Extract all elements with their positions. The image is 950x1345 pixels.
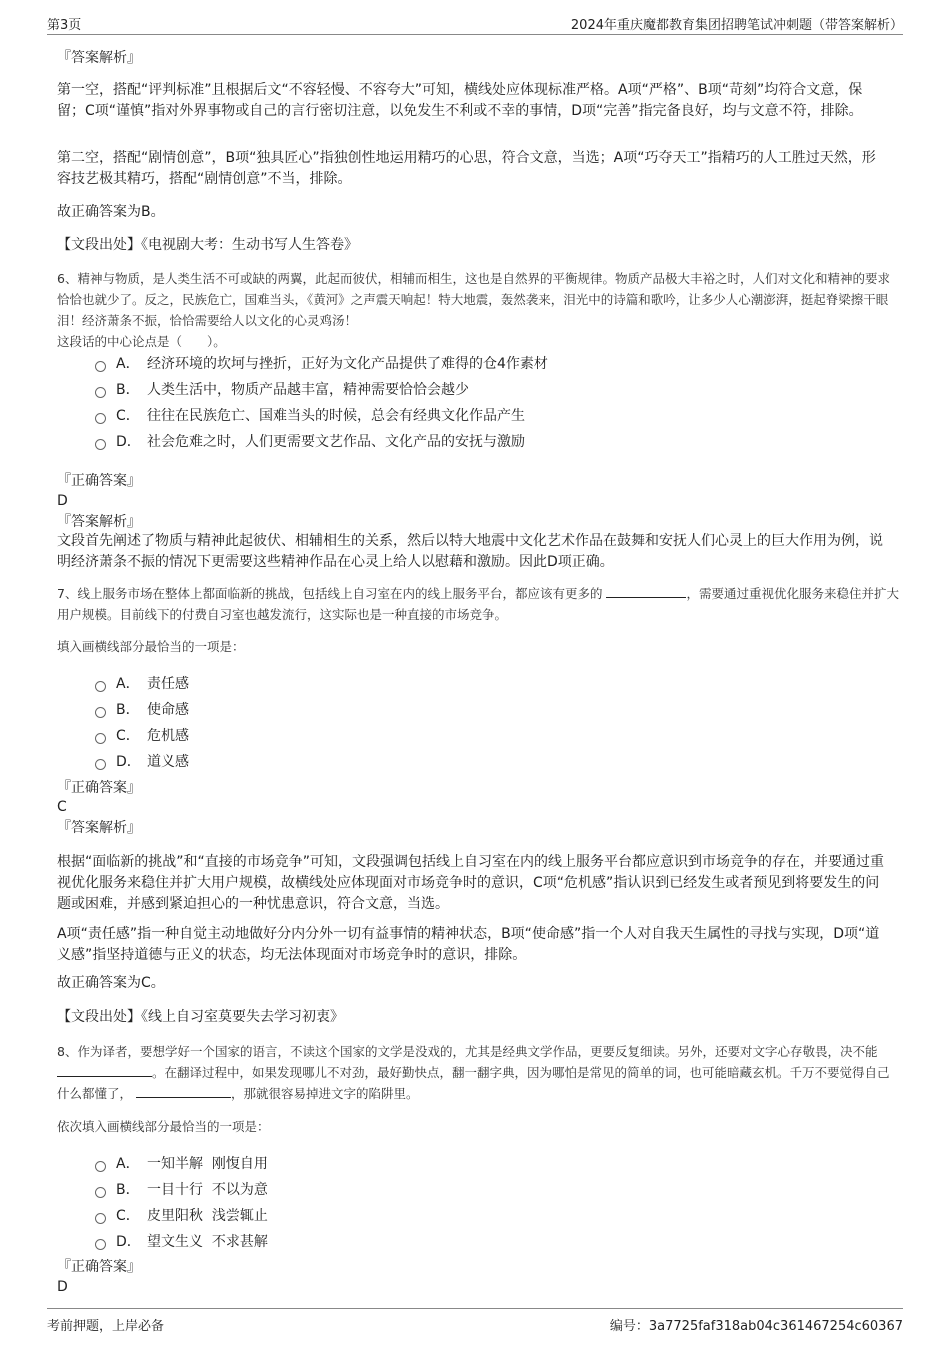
radio-icon[interactable] xyxy=(95,759,106,770)
q7-source: 【文段出处】《线上自习室莫要失去学习初衷》 xyxy=(57,1009,344,1025)
q6-option-d[interactable]: D． 社会危难之时，人们更需要文艺作品、文化产品的安抚与激励 xyxy=(95,428,795,454)
q6-question: 这段话的中心论点是（ ）。 xyxy=(57,334,226,349)
q7-option-c[interactable]: C． 危机感 xyxy=(95,722,795,748)
code-value: 3a7725faf318ab04c361467254c60367 xyxy=(648,1319,903,1334)
q5-analysis-p2: 第二空，搭配“剧情创意”，B项“独具匠心”指独创性地运用精巧的心思，符合文意，当选；A项“巧夺天工”指精巧的人工胜过天然，形容技艺极其精巧，搭配“剧情创意”不当，排除。 xyxy=(57,150,876,187)
document-title: 2024年重庆魔都教育集团招聘笔试冲刺题（带答案解析） xyxy=(570,18,903,33)
radio-icon[interactable] xyxy=(95,413,106,424)
q7-analysis-p2: A项“责任感”指一种自觉主动地做好分内分外一切有益事情的精神状态，B项“使命感”指一个人对自我天生属性的寻找与实现，D项“道义感”指坚持道德与正义的状态，均无法体现面对市场竞争时的意识，排除。 xyxy=(57,926,880,963)
q8-option-d[interactable]: D． 望文生义 不求甚解 xyxy=(95,1228,795,1254)
q8-answer-label: 『正确答案』 xyxy=(57,1259,141,1275)
document-code xyxy=(610,1315,903,1334)
q5-analysis-p1: 第一空，搭配“评判标准”且根据后文“不容轻慢、不容夸大”可知，横线处应体现标准严格。A项“严格”、B项“苛刻”均符合文意，保留；C项“谨慎”指对外界事物或自己的言行密切注意，以免发生不利或不幸的事情，D项“完善”指完备良好，均与文意不符，排除。 xyxy=(57,82,863,119)
radio-icon[interactable] xyxy=(95,681,106,692)
q6-analysis-label: 『答案解析』 xyxy=(57,514,141,530)
q7-question: 填入画横线部分最恰当的一项是： xyxy=(57,639,245,654)
q8-stem-part2: 。在翻译过程中，如果发现哪儿不对劲，最好勤快点，翻一翻字典，因为哪怕是常见的简单的词，也可能暗藏玄机。千万不要觉得自己什么都懂了， xyxy=(57,1065,890,1101)
q8-option-a[interactable]: A． 一知半解 刚愎自用 xyxy=(95,1150,795,1176)
q6-stem xyxy=(57,268,899,352)
q8-stem xyxy=(57,1041,899,1104)
q8-option-b[interactable]: B． 一目十行 不以为意 xyxy=(95,1176,795,1202)
radio-icon[interactable] xyxy=(95,361,106,372)
q7-option-b[interactable]: B． 使命感 xyxy=(95,696,795,722)
q6-option-b[interactable]: B． 人类生活中，物质产品越丰富，精神需要恰恰会越少 xyxy=(95,376,795,402)
q7-stem xyxy=(57,583,899,625)
q8-blank-1 xyxy=(57,1064,152,1077)
radio-icon[interactable] xyxy=(95,1239,106,1250)
q7-option-a[interactable]: A． 责任感 xyxy=(95,670,795,696)
q8-blank-2 xyxy=(136,1085,231,1098)
q7-answer-label: 『正确答案』 xyxy=(57,780,141,796)
q6-option-c[interactable]: C． 往往在民族危亡、国难当头的时候，总会有经典文化作品产生 xyxy=(95,402,795,428)
page-header xyxy=(47,12,903,35)
q5-conclusion: 故正确答案为B。 xyxy=(57,204,165,220)
footer-slogan: 考前押题，上岸必备 xyxy=(47,1319,165,1334)
page-footer xyxy=(47,1308,903,1335)
q6-stem-text: 6、精神与物质，是人类生活不可或缺的两翼，此起而彼伏，相辅而相生，这也是自然界的平衡规律。物质产品极大丰裕之时，人们对文化和精神的要求恰恰也就少了。反之，民族危亡，国难当头，《黄河》之声震天响起！特大地震，轰然袭来，泪光中的诗篇和歌吟，让多少人心潮澎湃，挺起脊梁擦干眼泪！经济萧条不振，恰恰需要给人以文化的心灵鸡汤！ xyxy=(57,271,890,328)
radio-icon[interactable] xyxy=(95,733,106,744)
q8-question: 依次填入画横线部分最恰当的一项是： xyxy=(57,1119,270,1134)
radio-icon[interactable] xyxy=(95,439,106,450)
q8-options xyxy=(95,1150,795,1254)
page-number: 第3页 xyxy=(47,18,82,33)
q7-analysis-p1: 根据“面临新的挑战”和“直接的市场竞争”可知，文段强调包括线上自习室在内的线上服务平台都应意识到市场竞争的存在，并要通过重视优化服务来稳住并扩大用户规模，故横线处应体现面对市场竞争时的意识，C项“危机感”指认识到已经发生或者预见到将要发生的问题或困难，并感到紧迫担心的一种忧患意识，符合文意，当选。 xyxy=(57,854,885,912)
q8-stem-part3: ，那就很容易掉进文字的陷阱里。 xyxy=(231,1086,419,1101)
q7-stem-part2: ，需要通过重视优化服务来稳住并扩大用户规模。目前线下的付费自习室也越发流行，这实际也是一种直接的市场竞争。 xyxy=(57,586,899,622)
q8-stem-part1: 8、作为译者，要想学好一个国家的语言，不读这个国家的文学是没戏的，尤其是经典文学作品，更要反复细读。另外，还要对文字心存敬畏，决不能 xyxy=(57,1044,878,1059)
radio-icon[interactable] xyxy=(95,707,106,718)
radio-icon[interactable] xyxy=(95,1161,106,1172)
q6-answer: D xyxy=(57,493,68,509)
q7-analysis-label: 『答案解析』 xyxy=(57,820,141,836)
q7-stem-part1: 7、线上服务市场在整体上都面临新的挑战，包括线上自习室在内的线上服务平台，都应该有更多的 xyxy=(57,586,603,601)
q6-answer-label: 『正确答案』 xyxy=(57,473,141,489)
q5-analysis-label: 『答案解析』 xyxy=(57,50,141,66)
q5-source: 【文段出处】《电视剧大考：生动书写人生答卷》 xyxy=(57,237,358,253)
code-label: 编号： xyxy=(609,1319,649,1334)
q7-options xyxy=(95,670,795,774)
q8-option-c[interactable]: C． 皮里阳秋 浅尝辄止 xyxy=(95,1202,795,1228)
q8-answer: D xyxy=(57,1279,68,1295)
radio-icon[interactable] xyxy=(95,1187,106,1198)
radio-icon[interactable] xyxy=(95,387,106,398)
q7-blank xyxy=(606,585,686,598)
q6-option-a[interactable]: A． 经济环境的坎坷与挫折，正好为文化产品提供了难得的仓4作素材 xyxy=(95,350,795,376)
q7-answer: C xyxy=(57,799,67,815)
q7-option-d[interactable]: D． 道义感 xyxy=(95,748,795,774)
q6-options xyxy=(95,350,795,454)
q6-analysis: 文段首先阐述了物质与精神此起彼伏、相辅相生的关系，然后以特大地震中文化艺术作品在鼓舞和安抚人们心灵上的巨大作用为例，说明经济萧条不振的情况下更需要这些精神作品在心灵上给人以慰藉和激励。因此D项正确。 xyxy=(57,533,883,570)
radio-icon[interactable] xyxy=(95,1213,106,1224)
q7-conclusion: 故正确答案为C。 xyxy=(57,975,165,991)
